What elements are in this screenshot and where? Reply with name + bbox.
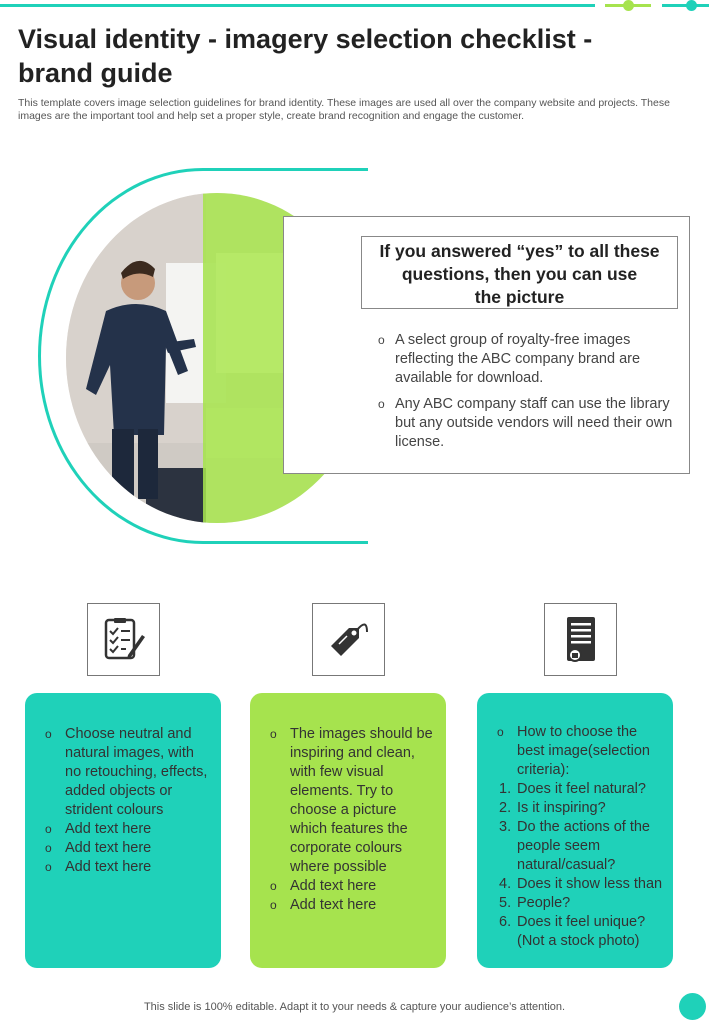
list-item: [378, 395, 678, 452]
list-number: 3.: [499, 819, 512, 835]
bullet-text: A select group of royalty-free images reflecting the ABC company brand are available for download.: [395, 332, 641, 386]
heading-line-2: questions, then you can use: [401, 264, 638, 284]
card-text: Choose neutral and natural images, with no retouching, effects, added objects or strident colours: [65, 726, 208, 818]
list-item: [497, 894, 663, 913]
card-text: Add text here: [290, 897, 377, 913]
bullet-text: Any ABC company staff can use the library but any outside vendors will need their own license.: [395, 396, 673, 450]
checklist-icon-box: [87, 603, 160, 676]
list-item: [378, 331, 678, 388]
heading-line-3: the picture: [474, 287, 565, 307]
list-item: [497, 780, 663, 799]
card-selection-criteria: [477, 693, 673, 968]
list-item: [497, 723, 663, 780]
bullet-circle-icon: o: [45, 822, 52, 836]
list-item: [497, 818, 663, 875]
bullet-circle-icon: o: [45, 841, 52, 855]
id-badge-icon-box: [544, 603, 617, 676]
list-number: 6.: [499, 914, 512, 930]
checklist-icon: [102, 617, 146, 663]
card-inspiring-images: [250, 693, 446, 968]
card-text: Does it show less than: [517, 876, 663, 892]
card-text: Add text here: [65, 821, 152, 837]
card-list: [497, 723, 663, 951]
page-title: [18, 22, 678, 90]
card-text: The images should be inspiring and clean, with few visual elements. Try to choose a picture which features the corporate colours where possible: [290, 726, 433, 875]
list-item: [270, 877, 436, 896]
list-item: [45, 725, 211, 820]
card-text: People?: [517, 895, 571, 911]
heading-line-1: If you answered “yes” to all these: [379, 241, 660, 261]
card-text: How to choose the best image(selection criteria):: [517, 724, 650, 778]
footer-note: This slide is 100% editable. Adapt it to your needs & capture your audience’s attention.: [143, 1001, 566, 1013]
bullet-circle-icon: o: [45, 860, 52, 874]
list-item: [497, 913, 663, 951]
bullet-circle-icon: o: [378, 333, 385, 347]
top-accent-dot-green: [623, 0, 634, 11]
bullet-circle-icon: o: [270, 898, 277, 912]
intro-text: This template covers image selection guidelines for brand identity. These images are used all over the company website and projects. These images are the important tool and help set a proper style, create brand recognition and engage the customer.: [18, 97, 670, 122]
card-text: Do the actions of the people seem natural/casual?: [517, 819, 650, 873]
list-item: [45, 820, 211, 839]
bullet-circle-icon: o: [378, 397, 385, 411]
bullet-circle-icon: o: [45, 727, 52, 741]
card-text: Add text here: [65, 859, 152, 875]
card-text: Does it feel unique? (Not a stock photo): [517, 914, 646, 949]
card-text: Does it feel natural?: [517, 781, 646, 797]
list-number: 4.: [499, 876, 512, 892]
card-neutral-images: [25, 693, 221, 968]
card-text: Add text here: [290, 878, 377, 894]
title-line-1: Visual identity - imagery selection checklist -: [18, 24, 593, 54]
top-accent-bar: [0, 4, 595, 7]
id-badge-icon: [561, 615, 601, 665]
corner-decor-dot: [679, 993, 706, 1020]
list-item: [270, 725, 436, 877]
bullet-circle-icon: o: [270, 727, 277, 741]
list-item: [45, 858, 211, 877]
card-text: Add text here: [65, 840, 152, 856]
list-number: 2.: [499, 800, 512, 816]
card-list: [45, 725, 211, 877]
question-panel-bullets: [378, 331, 678, 459]
bullet-circle-icon: o: [270, 879, 277, 893]
list-item: [270, 896, 436, 915]
card-list: [270, 725, 436, 915]
price-tag-icon: [327, 618, 371, 662]
list-number: 5.: [499, 895, 512, 911]
bullet-circle-icon: o: [497, 725, 504, 739]
title-line-2: brand guide: [18, 58, 173, 88]
list-item: [45, 839, 211, 858]
price-tag-icon-box: [312, 603, 385, 676]
list-item: [497, 875, 663, 894]
question-panel-heading: [361, 236, 678, 309]
top-accent-dot-teal: [686, 0, 697, 11]
card-text: Is it inspiring?: [517, 800, 606, 816]
list-number: 1.: [499, 781, 512, 797]
list-item: [497, 799, 663, 818]
